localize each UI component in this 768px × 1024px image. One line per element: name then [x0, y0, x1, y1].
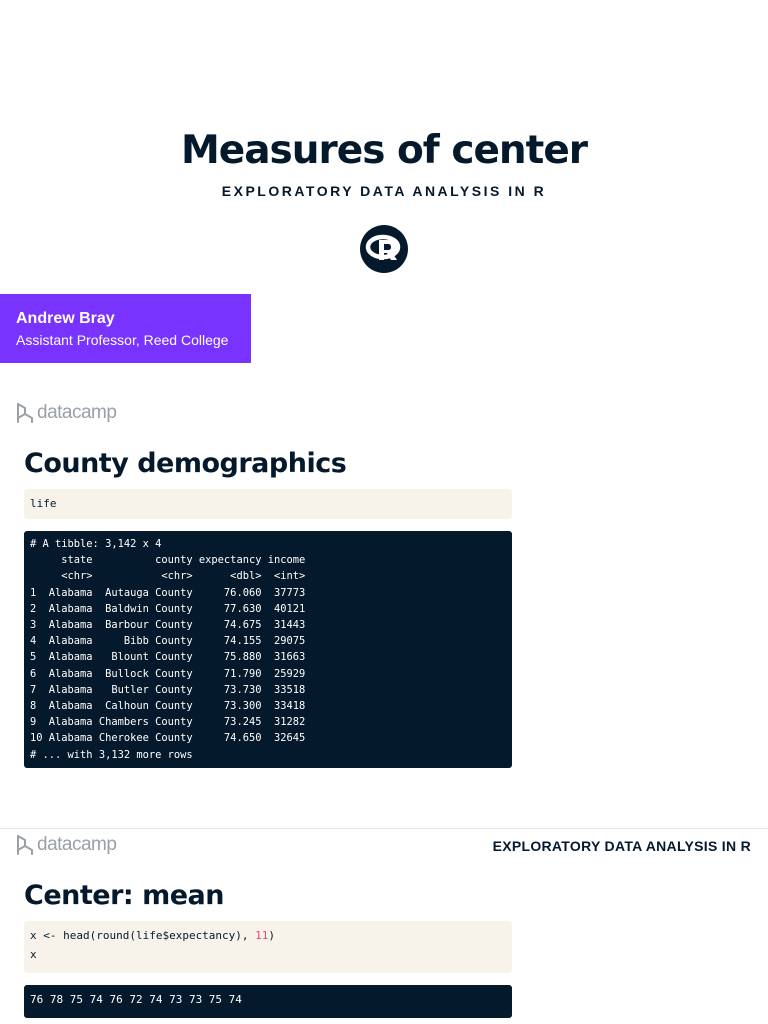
datacamp-logo-text: datacamp: [37, 834, 117, 855]
code-text: x <- head(round(life$expectancy),: [30, 929, 256, 942]
author-name: Andrew Bray: [16, 310, 115, 327]
section-heading-mean: Center: mean: [24, 880, 224, 911]
code-text: ): [268, 929, 276, 942]
datacamp-logo-text: datacamp: [37, 402, 117, 423]
title-slide: [0, 0, 768, 432]
code-input-life: life: [24, 489, 512, 519]
output-line: 1 Alabama Autauga County 76.060 37773: [30, 586, 306, 599]
output-line: <chr> <chr> <dbl> <int>: [30, 570, 306, 583]
r-logo-icon: [359, 224, 409, 274]
code-line: x: [30, 948, 37, 961]
course-footer-title: EXPLORATORY DATA ANALYSIS IN R: [492, 838, 751, 854]
datacamp-logo-icon: [16, 403, 34, 423]
output-line: # A tibble: 3,142 x 4: [30, 538, 162, 550]
author-role: Assistant Professor, Reed College: [16, 332, 229, 348]
author-card: [0, 294, 251, 363]
code-output-mean: 76 78 75 74 76 72 74 73 73 75 74: [24, 985, 512, 1018]
section-heading-county: County demographics: [24, 448, 347, 479]
output-line: 2 Alabama Baldwin County 77.630 40121: [30, 602, 306, 615]
code-output-tibble: [24, 531, 512, 768]
datacamp-logo-icon: [16, 835, 34, 855]
datacamp-logo: [16, 834, 116, 856]
output-line: state county expectancy income: [30, 554, 306, 567]
output-line: 4 Alabama Bibb County 74.155 29075: [30, 635, 306, 648]
code-line: [30, 926, 506, 945]
datacamp-logo: [16, 402, 116, 424]
code-input-mean: [24, 921, 512, 973]
output-line: 10 Alabama Cherokee County 74.650 32645: [30, 732, 306, 745]
slide-divider: [0, 828, 768, 829]
output-line: 7 Alabama Butler County 73.730 33518: [30, 683, 306, 696]
output-line: 5 Alabama Blount County 75.880 31663: [30, 651, 306, 664]
course-subtitle: EXPLORATORY DATA ANALYSIS IN R: [221, 183, 547, 199]
output-line: 8 Alabama Calhoun County 73.300 33418: [30, 700, 306, 713]
code-number: 11: [255, 929, 269, 942]
output-line: 3 Alabama Barbour County 74.675 31443: [30, 619, 306, 632]
output-line: 9 Alabama Chambers County 73.245 31282: [30, 716, 306, 729]
slide-title: Measures of center: [180, 128, 588, 173]
output-line: 6 Alabama Bullock County 71.790 25929: [30, 667, 306, 680]
output-line: # ... with 3,132 more rows: [30, 748, 193, 761]
